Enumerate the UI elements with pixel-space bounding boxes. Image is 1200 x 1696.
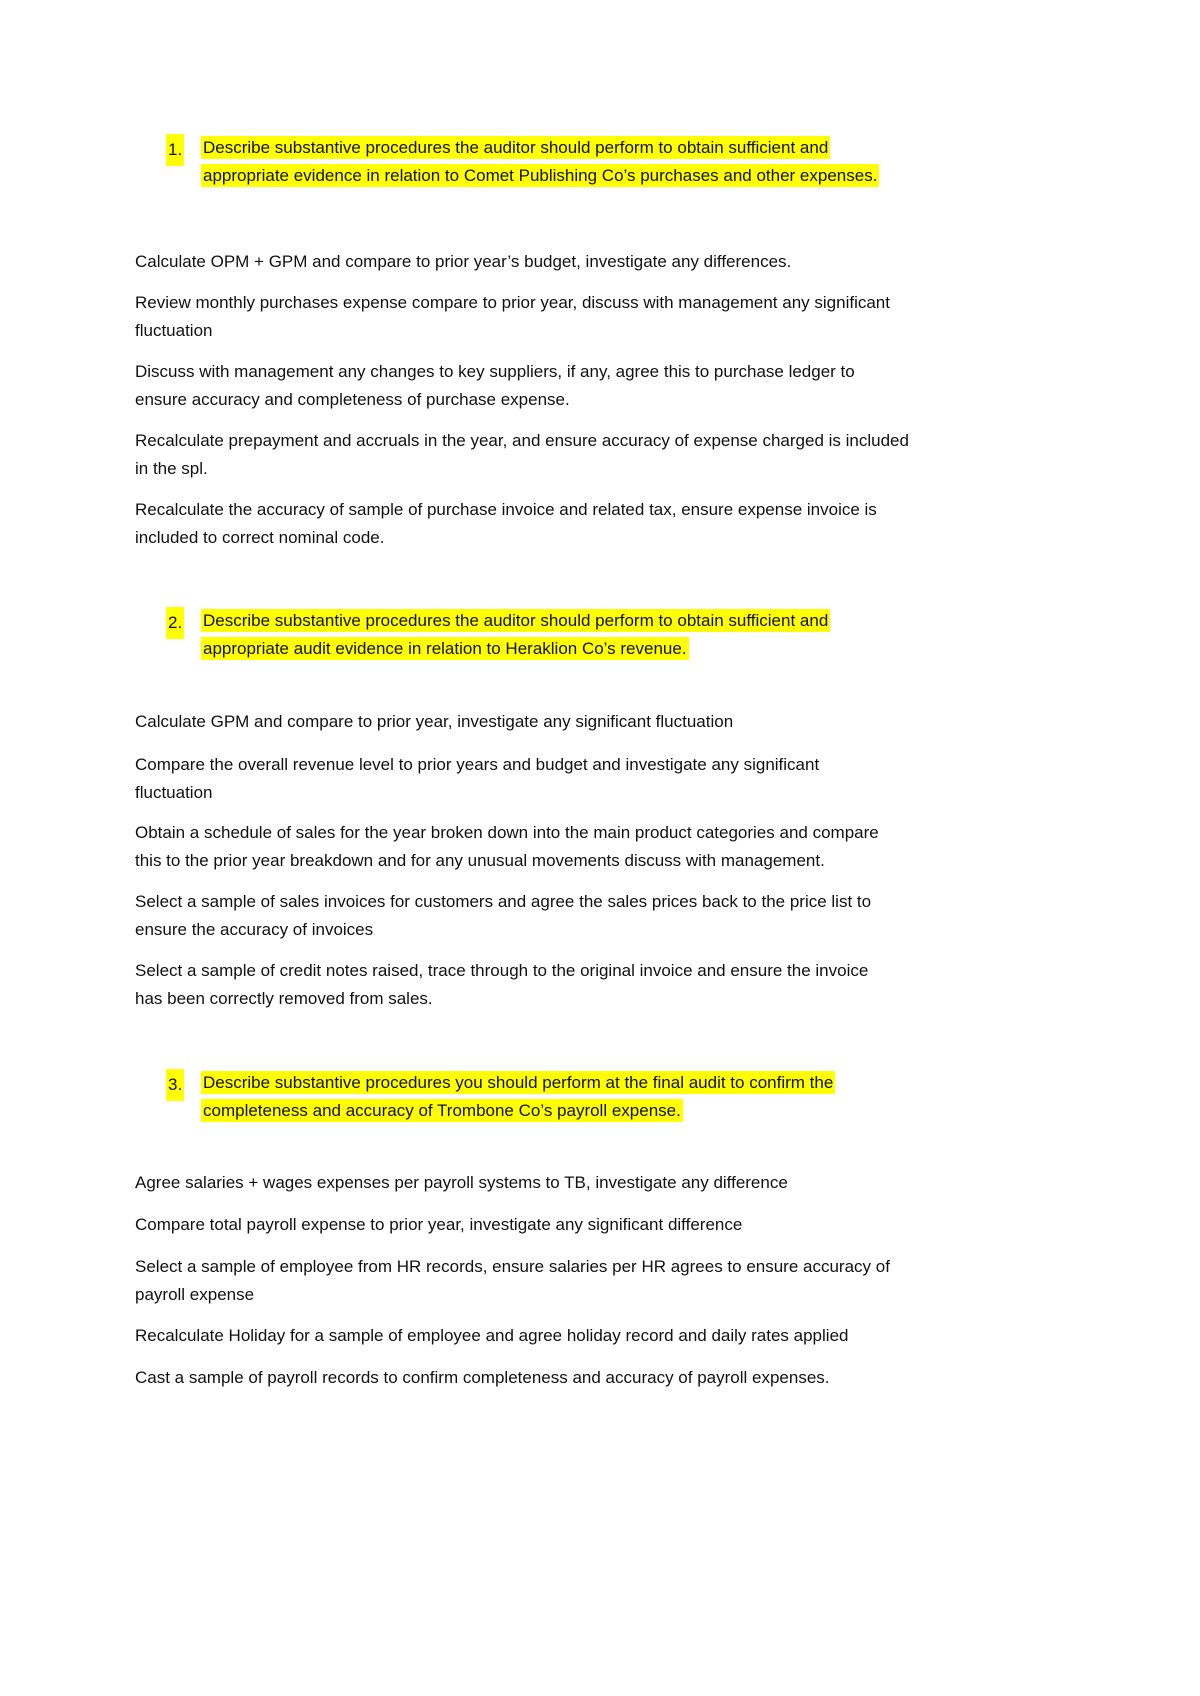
answer-paragraph	[135, 751, 1035, 806]
answer-line: Select a sample of sales invoices for customers and agree the sales prices back to the price list to	[135, 892, 872, 911]
answer-paragraph	[135, 819, 1035, 874]
answer-paragraph	[135, 248, 1035, 276]
answer-paragraph	[135, 708, 1035, 736]
answer-line: Obtain a schedule of sales for the year broken down into the main product categories and compare	[135, 823, 879, 842]
answer-line: Compare the overall revenue level to prior years and budget and investigate any significant	[135, 755, 820, 774]
answer-paragraph	[135, 427, 1035, 482]
answer-paragraph	[135, 888, 1035, 943]
question-number: 3.	[166, 1069, 184, 1101]
answer-paragraph	[135, 358, 1035, 413]
answer-paragraph	[135, 1211, 1035, 1239]
question-2	[166, 607, 1066, 662]
question-number: 1.	[166, 134, 184, 166]
answer-line: Compare total payroll expense to prior year, investigate any significant difference	[135, 1215, 743, 1234]
answer-line: Calculate GPM and compare to prior year, investigate any significant fluctuation	[135, 712, 734, 731]
question-text: Describe substantive procedures you should perform at the final audit to confirm the	[203, 1073, 834, 1092]
question-3	[166, 1069, 1066, 1124]
answer-paragraph	[135, 957, 1035, 1012]
answer-line: Agree salaries + wages expenses per payroll systems to TB, investigate any difference	[135, 1173, 788, 1192]
answer-line: Discuss with management any changes to key suppliers, if any, agree this to purchase ledger to	[135, 362, 855, 381]
answer-line: Recalculate the accuracy of sample of purchase invoice and related tax, ensure expense invoice is	[135, 500, 877, 519]
question-text: Describe substantive procedures the auditor should perform to obtain sufficient and	[203, 611, 829, 630]
answer-line: Select a sample of credit notes raised, trace through to the original invoice and ensure the invoice	[135, 961, 869, 980]
answer-line: in the spl.	[135, 458, 208, 478]
answer-paragraph	[135, 496, 1035, 551]
answer-line: Select a sample of employee from HR records, ensure salaries per HR agrees to ensure accuracy of	[135, 1257, 890, 1276]
answer-paragraph	[135, 1322, 1035, 1350]
answer-paragraph	[135, 1253, 1035, 1308]
answer-line: fluctuation	[135, 320, 213, 340]
answer-paragraph	[135, 1364, 1035, 1392]
answer-line: Calculate OPM + GPM and compare to prior year’s budget, investigate any differences.	[135, 252, 792, 271]
answer-paragraph	[135, 289, 1035, 344]
answer-line: has been correctly removed from sales.	[135, 988, 433, 1008]
answer-line: Review monthly purchases expense compare to prior year, discuss with management any significant	[135, 293, 890, 312]
answer-line: fluctuation	[135, 782, 213, 802]
answer-line: Cast a sample of payroll records to confirm completeness and accuracy of payroll expenses.	[135, 1368, 830, 1387]
answer-line: Recalculate Holiday for a sample of employee and agree holiday record and daily rates applied	[135, 1326, 849, 1345]
question-text: appropriate audit evidence in relation to Heraklion Co’s revenue.	[203, 638, 687, 658]
question-text: appropriate evidence in relation to Comet Publishing Co’s purchases and other expenses.	[203, 165, 878, 185]
question-1	[166, 134, 1066, 189]
answer-line: included to correct nominal code.	[135, 527, 385, 547]
question-text: Describe substantive procedures the auditor should perform to obtain sufficient and	[203, 138, 829, 157]
answer-line: ensure the accuracy of invoices	[135, 919, 374, 939]
answer-line: this to the prior year breakdown and for any unusual movements discuss with management.	[135, 850, 825, 870]
answer-paragraph	[135, 1169, 1035, 1197]
answer-line: ensure accuracy and completeness of purchase expense.	[135, 389, 570, 409]
question-number: 2.	[166, 607, 184, 639]
question-text: completeness and accuracy of Trombone Co’s payroll expense.	[203, 1100, 681, 1120]
answer-line: Recalculate prepayment and accruals in the year, and ensure accuracy of expense charged is included	[135, 431, 909, 450]
answer-line: payroll expense	[135, 1284, 255, 1304]
